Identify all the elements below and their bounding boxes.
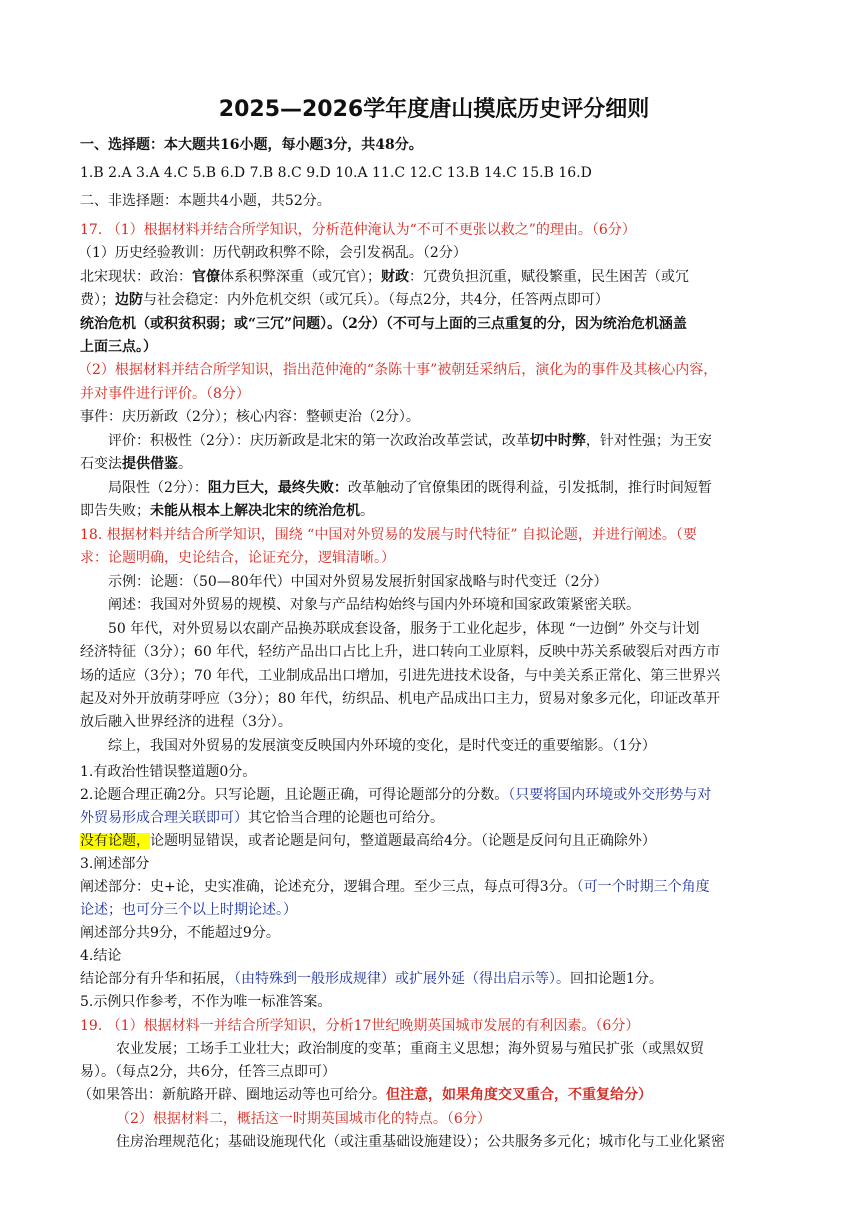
q17-answer-line: （1）历史经验教训：历代朝政积弊不除，会引发祸乱。（2分） bbox=[78, 245, 467, 261]
bold-span: 切中时弊 bbox=[529, 433, 586, 449]
q17-answer-line bbox=[108, 478, 712, 498]
bold-span: 未能从根本上解决北宋的统治危机 bbox=[150, 503, 360, 519]
text-span: 其它恰当合理的论题也可给分。 bbox=[248, 810, 444, 826]
q18-question: 求：论题明确，史论结合，论证充分，逻辑清晰。） bbox=[80, 550, 395, 566]
q17-answer-line bbox=[80, 454, 192, 474]
q19-part2-question: （2）根据材料二，概括这一时期英国城市化的特点。（6分） bbox=[116, 1111, 491, 1127]
q18-example-line: 起及对外开放萌芽呼应（3分）；80 年代，纺织品、机电产品成出口主力，贸易对象多元化，印证改革开 bbox=[80, 691, 721, 707]
q17-part1-question: 17. （1）根据材料并结合所学知识，分析范仲淹认为“不可不更张以救之”的理由。（6分） bbox=[80, 222, 636, 238]
q18-rule-line bbox=[80, 877, 710, 897]
text-span: 结论部分有升华和拓展， bbox=[80, 971, 234, 987]
q18-example-line: 阐述：我国对外贸易的规模、对象与产品结构始终与国内外环境和国家政策紧密关联。 bbox=[108, 597, 640, 613]
q17-part2-question: （2）根据材料并结合所学知识，指出范仲淹的“条陈十事”被朝廷采纳后，演化为的事件及其核心内容， bbox=[78, 362, 718, 378]
text-span: 石变法 bbox=[80, 456, 122, 472]
red-note: 但注意，如果角度交叉重合，不重复给分） bbox=[386, 1087, 652, 1103]
q18-rule-line: 3.阐述部分 bbox=[80, 856, 150, 872]
page-title: 2025—2026学年度唐山摸底历史评分细则 bbox=[218, 97, 650, 122]
section2-heading: 二、非选择题：本题共4小题，共52分。 bbox=[80, 193, 331, 209]
q18-rule-line: 1.有政治性错误整道题0分。 bbox=[80, 764, 257, 780]
q17-part2-question: 并对事件进行评价。（8分） bbox=[80, 386, 250, 402]
text-span: 局限性（2分）： bbox=[108, 480, 208, 496]
choice-answers: 1.B 2.A 3.A 4.C 5.B 6.D 7.B 8.C 9.D 10.A 11.C 12.C 13.B 14.C 15.B 16.D bbox=[80, 165, 592, 181]
q18-example-line: 经济特征（3分）；60 年代，轻纺产品出口占比上升，进口转向工业原料，反映中苏关系破裂后对西方市 bbox=[80, 644, 721, 660]
q17-answer-line bbox=[108, 431, 712, 451]
q18-rule-line bbox=[80, 831, 656, 851]
blue-note: （可一个时期三个角度 bbox=[576, 879, 710, 895]
q19-answer-line: 农业发展；工场手工业壮大；政治制度的变革；重商主义思想；海外贸易与殖民扩张（或黑奴贸 bbox=[116, 1041, 704, 1057]
q17-answer-line: 上面三点。） bbox=[80, 339, 157, 355]
q18-rule-line: 阐述部分共9分，不能超过9分。 bbox=[80, 925, 280, 941]
q18-rule-line bbox=[80, 785, 711, 805]
q17-answer-line: 事件：庆历新政（2分）；核心内容：整顿吏治（2分）。 bbox=[80, 409, 420, 425]
q18-example-line: 放后融入世界经济的进程（3分）。 bbox=[80, 714, 292, 730]
text-span: （如果答出：新航路开辟、圈地运动等也可给分。 bbox=[78, 1087, 386, 1103]
blue-note: （由特殊到一般形成规律）或扩展外延（得出启示等）。 bbox=[234, 971, 570, 987]
q18-rule-line: 4.结论 bbox=[80, 948, 122, 964]
q17-answer-line: 统治危机（或积贫积弱；或“三冗”问题）。（2分）（不可与上面的三点重复的分，因为统治危机涵盖 bbox=[80, 316, 687, 332]
text-span: 2.论题合理正确2分。只写论题，且论题正确，可得论题部分的分数。 bbox=[80, 787, 509, 803]
q17-answer-line bbox=[80, 290, 609, 310]
highlighted-text: 没有论题， bbox=[80, 833, 150, 849]
text-span: 回扣论题1分。 bbox=[570, 971, 663, 987]
q18-rule-line bbox=[80, 808, 444, 828]
text-span: 。 bbox=[360, 503, 374, 519]
text-span: 改革触动了官僚集团的既得利益，引发抵制，推行时间短暂 bbox=[347, 480, 712, 496]
q18-rule-line: 5.示例只作参考，不作为唯一标准答案。 bbox=[80, 994, 332, 1010]
text-span: 论题明显错误，或者论题是问句，整道题最高给4分。（论题是反问句且正确除外） bbox=[150, 833, 656, 849]
q18-question: 18. 根据材料并结合所学知识，围绕 “中国对外贸易的发展与时代特征” 自拟论题，并进行阐述。（要 bbox=[80, 527, 697, 543]
section1-heading: 一、选择题：本大题共16小题，每小题3分，共48分。 bbox=[80, 137, 423, 153]
q18-example-line: 示例：论题：（50—80年代）中国对外贸易发展折射国家战略与时代变迁（2分） bbox=[108, 574, 608, 590]
text-span: ，针对性强；为王安 bbox=[585, 433, 712, 449]
bold-span: 阻力巨大，最终失败： bbox=[207, 480, 348, 496]
text-span: 北宋现状：政治： bbox=[80, 269, 192, 285]
q18-example-line: 50 年代，对外贸易以农副产品换苏联成套设备，服务于工业化起步，体现 “一边倒” 外交与计划 bbox=[108, 621, 700, 637]
text-span: 费）； bbox=[80, 292, 115, 308]
q19-part1-question: 19. （1）根据材料一并结合所学知识，分析17世纪晚期英国城市发展的有利因素。（6分） bbox=[80, 1018, 640, 1034]
q17-answer-line bbox=[80, 501, 374, 521]
q18-example-line: 场的适应（3分）；70 年代，工业制成品出口增加，引进先进技术设备，与中美关系正常化、第三世界兴 bbox=[80, 668, 721, 684]
text-span: 与社会稳定：内外危机交织（或冗兵）。（每点2分，共4分，任答两点即可） bbox=[143, 292, 609, 308]
text-span: 阐述部分：史+论，史实准确，论述充分，逻辑合理。至少三点，每点可得3分。 bbox=[80, 879, 577, 895]
q17-answer-line bbox=[80, 267, 689, 287]
q19-answer-line: 住房治理规范化；基础设施现代化（或注重基础设施建设）；公共服务多元化；城市化与工业化紧密 bbox=[116, 1134, 725, 1150]
q18-rule-line bbox=[80, 969, 663, 989]
text-span: 即告失败； bbox=[80, 503, 150, 519]
text-span: 体系积弊深重（或冗官）； bbox=[220, 269, 381, 285]
bold-span: 官僚 bbox=[192, 269, 220, 285]
bold-span: 提供借鉴 bbox=[122, 456, 178, 472]
blue-note: （只要将国内环境或外交形势与对 bbox=[508, 787, 712, 803]
bold-span: 财政 bbox=[381, 269, 409, 285]
q19-answer-line: 易）。（每点2分，共6分，任答三点即可） bbox=[80, 1064, 336, 1080]
q18-rule-line: 论述；也可分三个以上时期论述。） bbox=[80, 902, 297, 918]
q19-answer-line bbox=[78, 1085, 652, 1105]
text-span: 。 bbox=[178, 456, 192, 472]
bold-span: 边防 bbox=[115, 292, 143, 308]
blue-note: 外贸易形成合理关联即可） bbox=[80, 810, 248, 826]
q18-example-line: 综上，我国对外贸易的发展演变反映国内外环境的变化，是时代变迁的重要缩影。（1分） bbox=[108, 738, 656, 754]
text-span: ：冗费负担沉重，赋役繁重，民生困苦（或冗 bbox=[409, 269, 689, 285]
text-span: 评价：积极性（2分）：庆历新政是北宋的第一次政治改革尝试，改革 bbox=[108, 433, 530, 449]
